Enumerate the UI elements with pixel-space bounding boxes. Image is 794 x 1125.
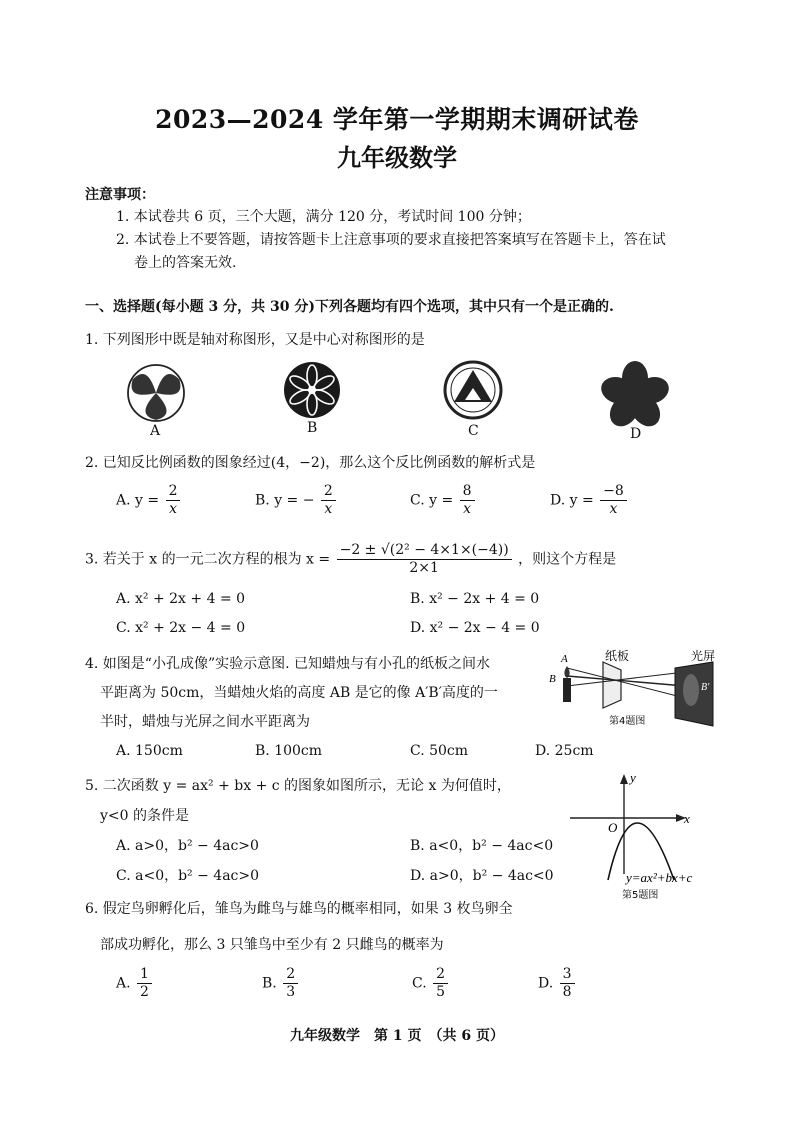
q4-fig-bp: B′ [701,682,710,693]
notice-item-2a: 2. 本试卷上不要答题，请按答题卡上注意事项的要求直接把答案填写在答题卡上，答在试 [116,232,666,248]
q1-label-b: B [307,420,318,436]
q5-fig-x: x [684,811,690,826]
q5-fig-eq: y=ax²+bx+c [626,870,693,885]
notice-heading: 注意事项： [85,187,155,203]
q6-option-d [538,966,577,1001]
q1-label-a: A [150,423,161,439]
q6-option-a [116,966,154,1001]
q2-c-label: C. y = [410,492,454,509]
q4-option-c: C. 50cm [410,743,469,759]
q6-c-label: C. [412,975,427,992]
q5-figure [562,768,732,903]
q1-label-d: D [630,426,642,442]
q6-a-label: A. [116,975,131,992]
q4-line-3: 半时，蜡烛与光屏之间水平距离为 [100,714,310,730]
q5-fig-caption: 第5题图 [622,890,659,901]
q2-a-den: x [169,501,177,517]
q5-option-d: D. a>0，b² − 4ac<0 [410,868,554,884]
q2-option-b [255,483,338,518]
q3-stem [85,542,616,577]
q4-fig-paper: 纸板 [605,649,630,663]
section-heading: 一、选择题(每小题 3 分，共 30 分)下列各题均有四个选项，其中只有一个是正确的. [85,299,614,315]
q1-figures [100,358,700,443]
q6-option-c [412,966,450,1001]
q2-stem: 2. 已知反比例函数的图象经过(4，−2)，那么这个反比例函数的解析式是 [85,455,536,471]
q2-option-c [410,483,477,518]
q1-figure-b [284,362,340,418]
q4-line-2: 平距离为 50cm，当蜡烛火焰的高度 AB 是它的像 A′B′高度的一 [100,685,498,701]
q6-d-den: 8 [562,984,572,1000]
q6-b-label: B. [262,975,277,992]
q4-fig-a: A [561,653,568,665]
q4-option-a: A. 150cm [116,743,183,759]
q3-num: −2 ± √(2² − 4×1×(−4)) [337,542,512,560]
q1-figure-c [445,362,501,418]
q4-fig-caption: 第4题图 [609,716,646,727]
notice-item-1: 1. 本试卷共 6 页，三个大题，满分 120 分，考试时间 100 分钟； [116,209,531,225]
q1-label-c: C [468,423,479,439]
q6-a-den: 2 [140,984,149,1000]
q6-b-num: 2 [283,966,298,984]
q5-fig-y: y [630,770,636,785]
exam-subtitle: 九年级数学 [337,143,457,172]
q2-c-num: 8 [460,483,475,501]
q3-den: 2×1 [409,560,439,576]
q6-d-label: D. [538,975,554,992]
q3-stem-post: ，则这个方程是 [518,551,617,568]
q6-a-num: 1 [137,966,152,984]
exam-title: 2023—2024 学年第一学期期末调研试卷 [155,105,639,134]
q2-d-num: −8 [600,483,627,501]
q3-stem-pre: 3. 若关于 x 的一元二次方程的根为 x = [85,551,331,568]
q4-fig-b: B [549,673,556,685]
page-footer: 九年级数学 第 1 页 （共 6 页） [290,1028,504,1044]
q3-option-d: D. x² − 2x − 4 = 0 [410,620,540,636]
q3-option-c: C. x² + 2x − 4 = 0 [116,620,246,636]
q2-b-den: x [324,501,333,517]
q4-fig-screen: 光屏 [691,649,716,663]
q6-option-b [262,966,300,1001]
q4-figure [545,648,725,738]
q4-option-d: D. 25cm [535,743,594,759]
q1-stem: 1. 下列图形中既是轴对称图形，又是中心对称图形的是 [85,332,425,348]
q2-d-label: D. y = [550,492,594,509]
q2-a-num: 2 [166,483,181,501]
q2-b-label: B. y = − [255,492,315,509]
q5-option-c: C. a<0，b² − 4ac>0 [116,868,260,884]
q5-option-b: B. a<0，b² − 4ac<0 [410,838,554,854]
q2-b-num: 2 [321,483,336,501]
q3-option-b: B. x² − 2x + 4 = 0 [410,591,540,607]
q2-a-label: A. y = [116,492,160,509]
q1-figure-d [598,361,673,432]
q2-d-den: x [609,501,618,517]
q5-line-1: 5. 二次函数 y = ax² + bx + c 的图象如图所示，无论 x 为何值时， [85,778,511,794]
q5-fig-o: O [608,820,618,835]
q6-d-num: 3 [560,966,575,984]
q2-option-d [550,483,629,518]
q6-line-2: 部成功孵化，那么 3 只雏鸟中至少有 2 只雌鸟的概率为 [100,937,444,953]
q6-line-1: 6. 假定鸟卵孵化后，雏鸟为雌鸟与雄鸟的概率相同，如果 3 枚鸟卵全 [85,901,513,917]
q2-c-den: x [463,501,472,517]
q4-line-1: 4. 如图是“小孔成像”实验示意图. 已知蜡烛与有小孔的纸板之间水 [85,656,491,672]
notice-item-2b: 卷上的答案无效. [134,255,237,271]
q2-option-a [116,483,182,518]
q6-c-num: 2 [433,966,448,984]
q3-option-a: A. x² + 2x + 4 = 0 [116,591,246,607]
q6-b-den: 3 [286,984,296,1000]
q4-option-b: B. 100cm [255,743,323,759]
q5-option-a: A. a>0，b² − 4ac>0 [116,838,259,854]
q1-figure-a [127,365,184,421]
q6-c-den: 5 [436,984,446,1000]
q5-line-2: y<0 的条件是 [100,808,189,824]
